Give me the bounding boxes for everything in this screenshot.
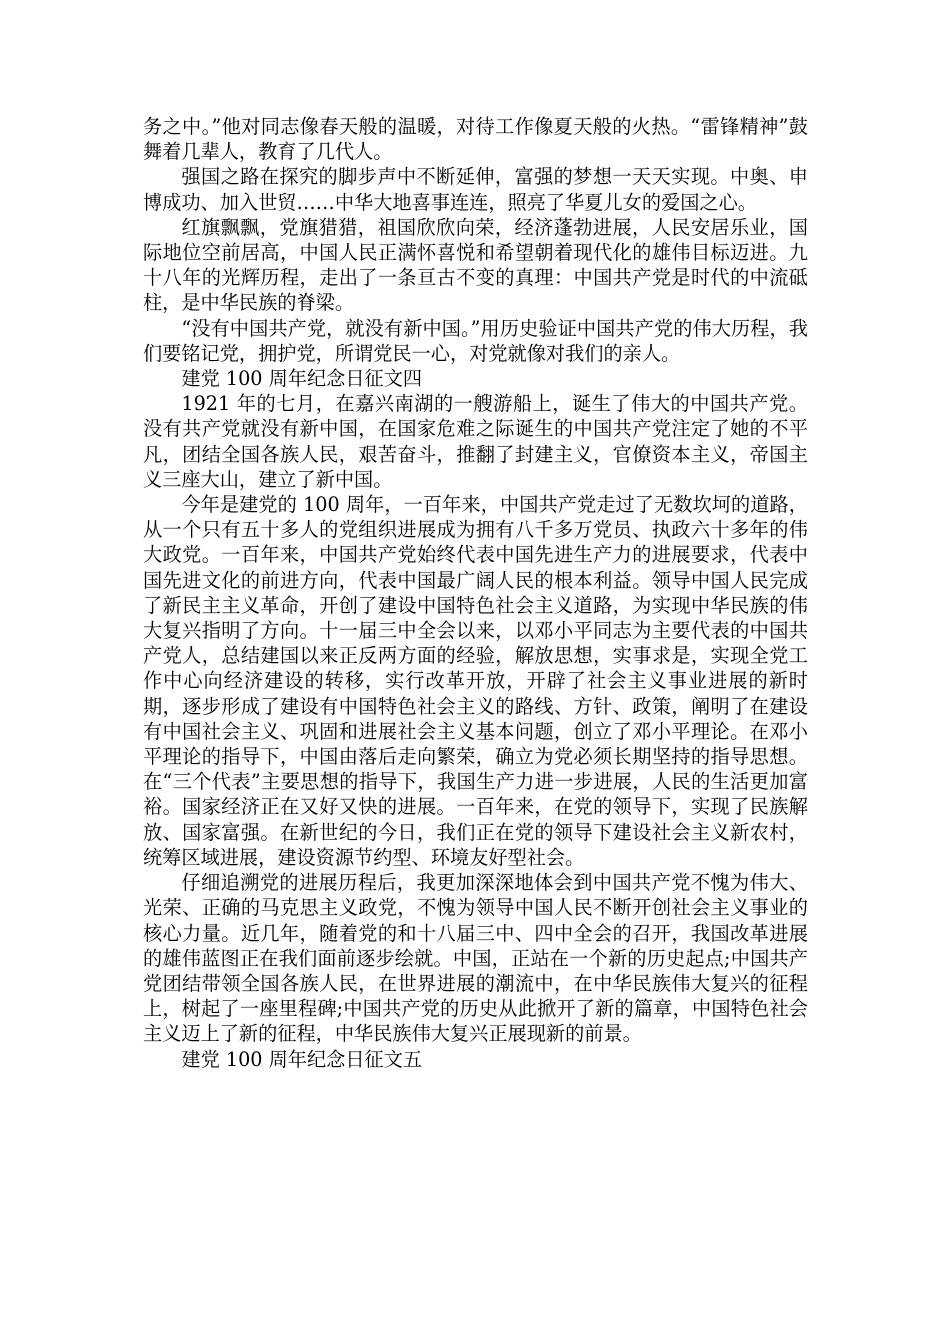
paragraph: 仔细追溯党的进展历程后，我更加深深地体会到中国共产党不愧为伟大、光荣、正确的马克思主义政党，不愧为领导中国人民不断开创社会主义事业的核心力量。近几年，随着党的和十八届三中、四中全会的召开，我国改革进展的雄伟蓝图正在我们面前逐步绘就。中国，正站在一个新的历史起点;中国共产党团结带领全国各族人民，在世界进展的潮流中，在中华民族伟大复兴的征程上，树起了一座里程碑;中国共产党的历史从此掀开了新的篇章，中国特色社会主义迈上了新的征程，中华民族伟大复兴正展现新的前景。: [143, 871, 808, 1046]
paragraph: 今年是建党的 100 周年，一百年来，中国共产党走过了无数坎坷的道路，从一个只有五十多人的党组织进展成为拥有八千多万党员、执政六十多年的伟大政党。一百年来，中国共产党始终代表中国先进生产力的进展要求，代表中国先进文化的前进方向，代表中国最广阔人民的根本利益。领导中国人民完成了新民主主义革命，开创了建设中国特色社会主义道路，为实现中华民族的伟大复兴指明了方向。十一届三中全会以来，以邓小平同志为主要代表的中国共产党人，总结建国以来正反两方面的经验，解放思想，实事求是，实现全党工作中心向经济建设的转移，实行改革开放，开辟了社会主义事业进展的新时期，逐步形成了建设有中国特色社会主义的路线、方针、政策，阐明了在建设有中国社会主义、巩固和进展社会主义基本问题，创立了邓小平理论。在邓小平理论的指导下，中国由落后走向繁荣，确立为党必须长期坚持的指导思想。在“三个代表”主要思想的指导下，我国生产力进一步进展，人民的生活更加富裕。国家经济正在又好又快的进展。一百年来，在党的领导下，实现了民族解放、国家富强。在新世纪的今日，我们正在党的领导下建设社会主义新农村，统筹区域进展，建设资源节约型、环境友好型社会。: [143, 493, 808, 869]
paragraph: 1921 年的七月，在嘉兴南湖的一艘游船上，诞生了伟大的中国共产党。没有共产党就没有新中国，在国家危难之际诞生的中国共产党注定了她的不平凡，团结全国各族人民，艰苦奋斗，推翻了封建主义，官僚资本主义，帝国主义三座大山，建立了新中国。: [143, 392, 808, 491]
paragraph-quote: “没有中国共产党，就没有新中国。”用历史验证中国共产党的伟大历程，我们要铭记党，拥护党，所谓党民一心，对党就像对我们的亲人。: [143, 316, 808, 365]
section-heading-essay-four: 建党 100 周年纪念日征文四: [181, 367, 423, 391]
section-heading-essay-five: 建党 100 周年纪念日征文五: [181, 1047, 423, 1071]
paragraph: 红旗飘飘，党旗猎猎，祖国欣欣向荣，经济蓬勃进展，人民安居乐业，国际地位空前居高，中国人民正满怀喜悦和希望朝着现代化的雄伟目标迈进。九十八年的光辉历程，走出了一条亘古不变的真理：中国共产党是时代的中流砥柱，是中华民族的脊梁。: [143, 215, 808, 315]
paragraph: 强国之路在探究的脚步声中不断延伸，富强的梦想一天天实现。中奥、申博成功、加入世贸……中华大地喜事连连，照亮了华夏儿女的爱国之心。: [143, 165, 808, 214]
paragraph-continued: 务之中。”他对同志像春天般的温暖，对待工作像夏天般的火热。“雷锋精神”鼓舞着几辈人，教育了几代人。: [143, 115, 808, 164]
document-page: [143, 114, 808, 1072]
